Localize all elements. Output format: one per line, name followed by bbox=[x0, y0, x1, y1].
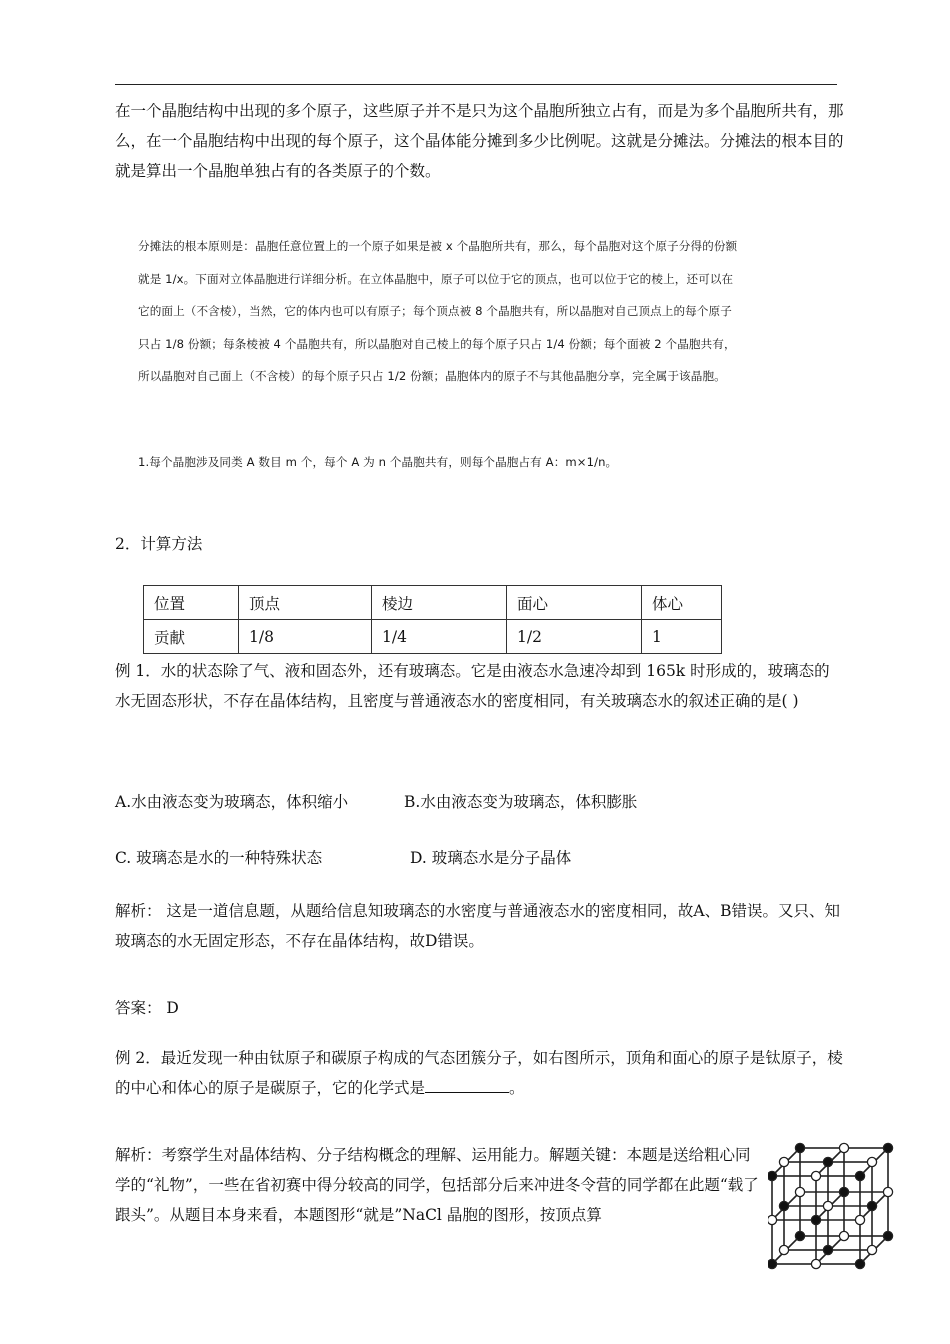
table-cell: 面心 bbox=[507, 586, 642, 620]
table-cell: 棱边 bbox=[372, 586, 507, 620]
example1-question: 例 1．水的状态除了气、液和固态外，还有玻璃态。它是由液态水急速冷却到 165k 时形成的，玻璃态的水无固态形状，不存在晶体结构，且密度与普通液态水的密度相同，有关玻璃态水的叙述正确的是( ) bbox=[115, 662, 830, 710]
table-cell: 1/2 bbox=[507, 620, 642, 654]
principle-paragraph: 分摊法的根本原则是：晶胞任意位置上的一个原子如果是被 x 个晶胞所共有，那么，每个晶胞对这个原子分得的份额就是 1/x。下面对立体晶胞进行详细分析。在立体晶胞中，原子可以位于它的顶点，也可以位于它的棱上，还可以在它的面上（不含棱），当然，它的体内也可以有原子；每个顶点被 8 个晶胞共有，所以晶胞对自己顶点上的每个原子只占 1/8 份额；每条棱被 4 个晶胞共有，所以晶胞对自己棱上的每个原子只占 1/4 份额；每个面被 2 个晶胞共有，所以晶胞对自己面上（不含棱）的每个原子只占 1/2 份额；晶胞体内的原子不与其他晶胞分享，完全属于该晶胞。 bbox=[138, 239, 738, 384]
contribution-table bbox=[143, 585, 722, 654]
option-b: B.水由液态变为玻璃态，体积膨胀 bbox=[404, 793, 638, 811]
option-c: C. 玻璃态是水的一种特殊状态 bbox=[115, 849, 323, 867]
example2-question bbox=[115, 1043, 845, 1103]
table-row bbox=[144, 620, 722, 654]
table-cell: 1 bbox=[642, 620, 722, 654]
example2-question-text: 例 2．最近发现一种由钛原子和碳原子构成的气态团簇分子，如右图所示，顶角和面心的原子是钛原子，棱的中心和体心的原子是碳原子，它的化学式是 bbox=[115, 1049, 843, 1097]
table-cell: 体心 bbox=[642, 586, 722, 620]
example1-analysis: 解析： 这是一道信息题，从题给信息知玻璃态的水密度与普通液态水的密度相同，故A、B错误。又只、知玻璃态的水无固定形态，不存在晶体结构，故D错误。 bbox=[115, 902, 841, 950]
table-row bbox=[144, 586, 722, 620]
table-cell: 贡献 bbox=[144, 620, 239, 654]
table-cell: 1/4 bbox=[372, 620, 507, 654]
rule-1: 1.每个晶胞涉及同类 A 数目 m 个，每个 A 为 n 个晶胞共有，则每个晶胞占有 A：m×1/n。 bbox=[138, 455, 618, 469]
table-cell: 位置 bbox=[144, 586, 239, 620]
example2-analysis: 解析：考察学生对晶体结构、分子结构概念的理解、运用能力。解题关键：本题是送给粗心同学的“礼物”，一些在省初赛中得分较高的同学，包括部分后来冲进冬令营的同学都在此题“载了跟头”。从题目本身来看，本题图形“就是”NaCl 晶胞的图形，按顶点算 bbox=[115, 1146, 759, 1224]
header-rule bbox=[115, 84, 837, 85]
table-cell: 顶点 bbox=[239, 586, 372, 620]
method-heading: 2．计算方法 bbox=[115, 535, 203, 553]
answer-blank[interactable] bbox=[425, 1078, 509, 1093]
table-cell: 1/8 bbox=[239, 620, 372, 654]
option-a: A.水由液态变为玻璃态，体积缩小 bbox=[115, 793, 349, 811]
option-d: D. 玻璃态水是分子晶体 bbox=[410, 849, 572, 867]
crystal-cell-figure bbox=[768, 1140, 896, 1272]
cube-atoms bbox=[768, 1143, 893, 1268]
example2-question-end: 。 bbox=[509, 1079, 525, 1097]
intro-paragraph: 在一个晶胞结构中出现的多个原子，这些原子并不是只为这个晶胞所独立占有，而是为多个晶胞所共有，那么，在一个晶胞结构中出现的每个原子，这个晶体能分摊到多少比例呢。这就是分摊法。分摊法的根本目的就是算出一个晶胞单独占有的各类原子的个数。 bbox=[115, 102, 844, 180]
example1-answer: 答案： D bbox=[115, 999, 179, 1017]
